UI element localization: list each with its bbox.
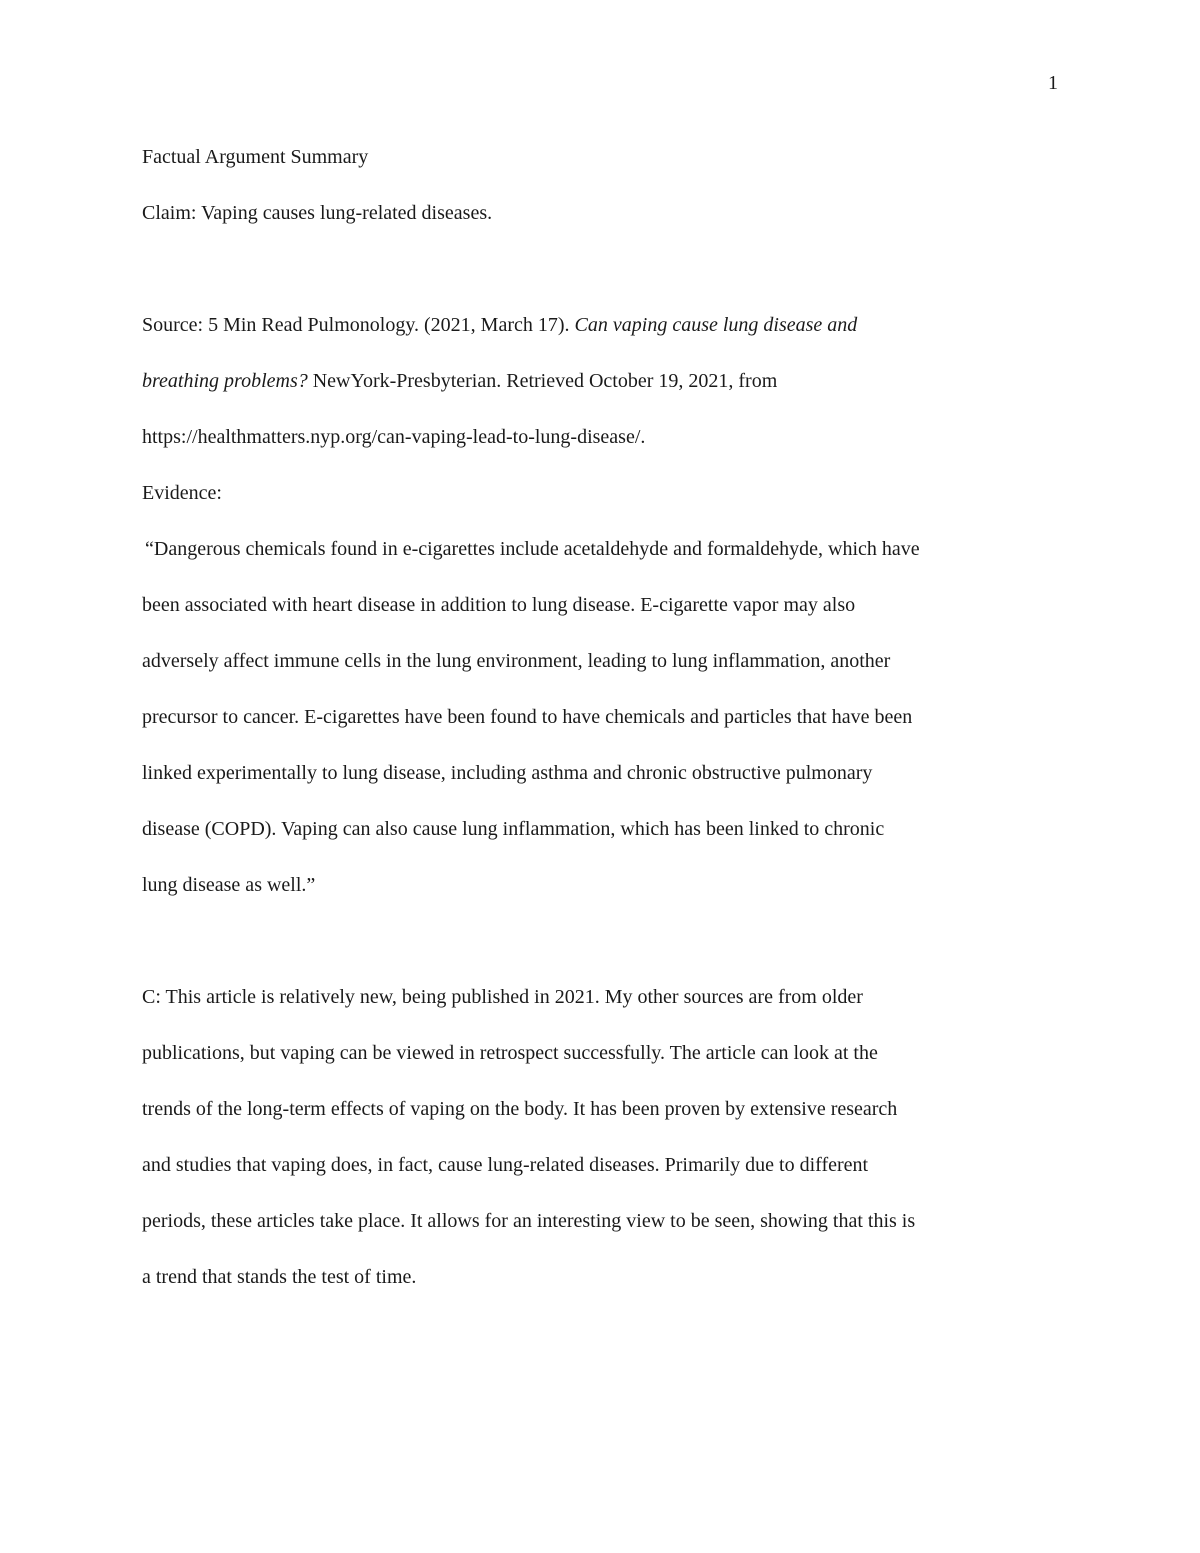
source-line-2 bbox=[142, 369, 777, 393]
evidence-label: Evidence: bbox=[142, 482, 222, 504]
commentary-line: a trend that stands the test of time. bbox=[142, 1266, 417, 1288]
evidence-line: “Dangerous chemicals found in e-cigarettes include acetaldehyde and formaldehyde, which have bbox=[145, 538, 920, 560]
commentary-line: trends of the long-term effects of vaping on the body. It has been proven by extensive research bbox=[142, 1098, 898, 1120]
source-title-part-1: Can vaping cause lung disease and bbox=[574, 314, 858, 336]
page-number: 1 bbox=[1048, 72, 1058, 94]
evidence-line: precursor to cancer. E-cigarettes have been found to have chemicals and particles that have been bbox=[142, 706, 913, 728]
claim-line: Claim: Vaping causes lung-related diseases. bbox=[142, 202, 493, 224]
evidence-line: lung disease as well.” bbox=[142, 874, 316, 896]
source-title-part-2: breathing problems? bbox=[142, 370, 308, 392]
evidence-line: linked experimentally to lung disease, including asthma and chronic obstructive pulmonary bbox=[142, 762, 873, 784]
document-heading: Factual Argument Summary bbox=[142, 146, 369, 168]
commentary-line: C: This article is relatively new, being published in 2021. My other sources are from older bbox=[142, 986, 863, 1008]
commentary-line: and studies that vaping does, in fact, cause lung-related diseases. Primarily due to different bbox=[142, 1154, 869, 1176]
commentary-line: publications, but vaping can be viewed in retrospect successfully. The article can look at the bbox=[142, 1042, 878, 1064]
evidence-line: been associated with heart disease in addition to lung disease. E-cigarette vapor may also bbox=[142, 594, 856, 616]
evidence-line: adversely affect immune cells in the lung environment, leading to lung inflammation, another bbox=[142, 650, 891, 672]
source-url: https://healthmatters.nyp.org/can-vaping-lead-to-lung-disease/. bbox=[142, 426, 646, 448]
source-publisher: NewYork-Presbyterian. Retrieved October 19, 2021, from bbox=[307, 370, 778, 392]
commentary-line: periods, these articles take place. It allows for an interesting view to be seen, showing that this is bbox=[142, 1210, 916, 1232]
source-line-1 bbox=[142, 313, 857, 337]
source-citation-prefix: Source: 5 Min Read Pulmonology. (2021, March 17). bbox=[142, 314, 575, 336]
evidence-line: disease (COPD). Vaping can also cause lung inflammation, which has been linked to chronic bbox=[142, 818, 885, 840]
